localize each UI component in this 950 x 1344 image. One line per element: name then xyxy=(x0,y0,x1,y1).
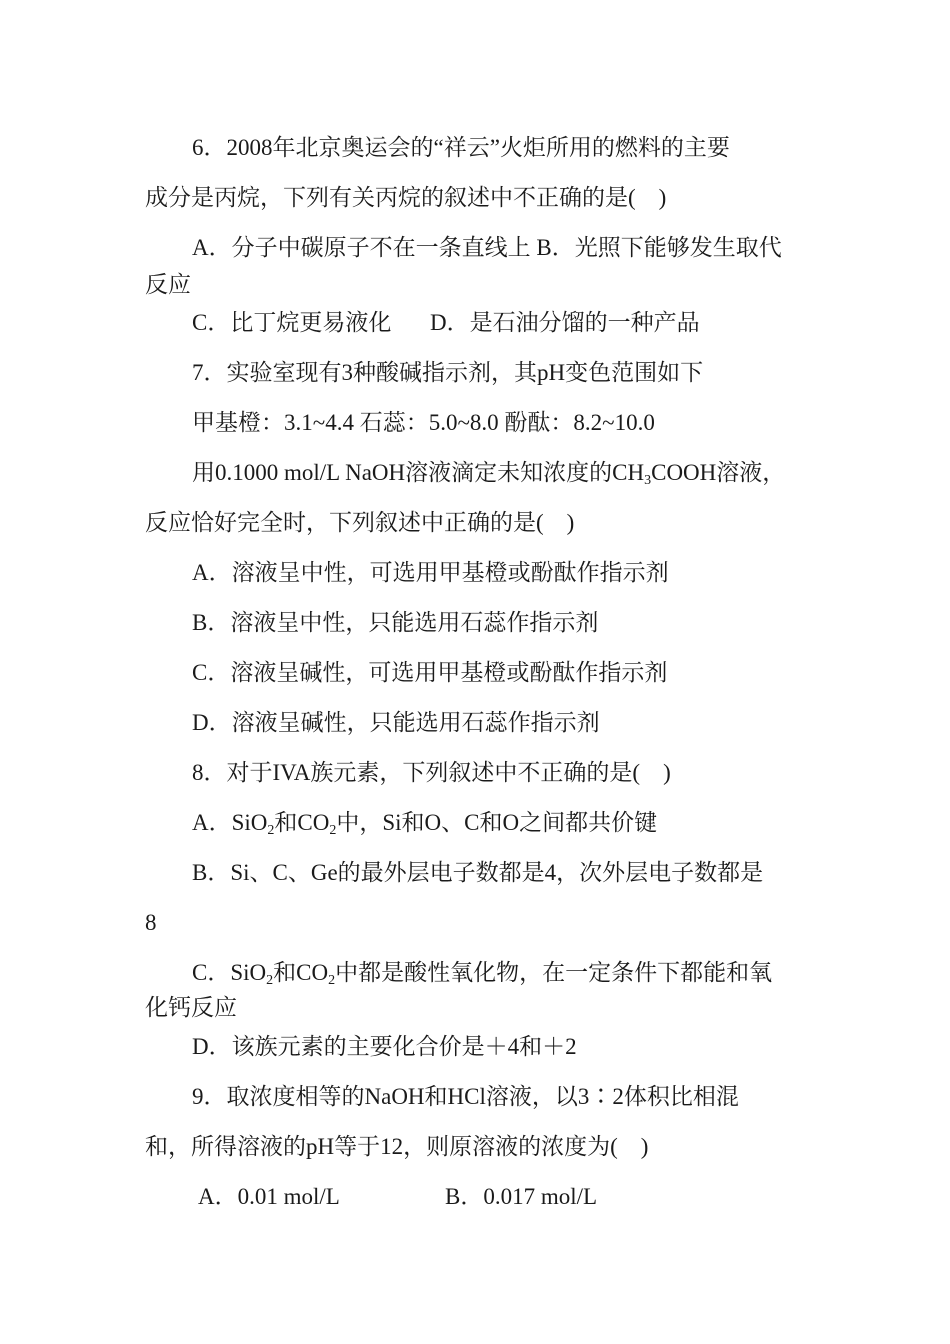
q6-option-ab-cont: 反应 xyxy=(145,272,191,297)
q6-option-d: D．是石油分馏的一种产品 xyxy=(430,310,700,335)
q8-option-c-cont: 化钙反应 xyxy=(145,995,237,1020)
q7-option-b: B．溶液呈中性，只能选用石蕊作指示剂 xyxy=(192,610,599,635)
q7-stem-line1: 7．实验室现有3种酸碱指示剂，其pH变色范围如下 xyxy=(192,360,704,385)
q8-option-b-cont: 8 xyxy=(145,910,157,935)
q7-stem-line3: 用0.1000 mol/L NaOH溶液滴定未知浓度的$CH_3COOH$溶液， xyxy=(192,460,786,488)
q9-stem-line1: 9．取浓度相等的NaOH和HCl溶液，以3∶2体积比相混 xyxy=(192,1084,739,1109)
q7-option-a: A．溶液呈中性，可选用甲基橙或酚酞作指示剂 xyxy=(192,560,669,585)
q8-option-a: A．SiO$_2$和$CO_2$中，Si和O、C和O之间都共价键 xyxy=(192,810,658,838)
q8-option-b: B．Si、C、Ge的最外层电子数都是4，次外层电子数都是 xyxy=(192,860,764,885)
q7-stem-line4: 反应恰好完全时，下列叙述中正确的是( ) xyxy=(145,510,575,535)
q6-option-ab: A．分子中碳原子不在一条直线上 B．光照下能够发生取代 xyxy=(192,235,782,260)
q8-stem: 8．对于IVA族元素，下列叙述中不正确的是( ) xyxy=(192,760,671,785)
q9-option-b: B．0.017 mol/L xyxy=(445,1184,598,1209)
q8-option-d: D．该族元素的主要化合价是＋4和＋2 xyxy=(192,1034,577,1059)
q8-option-c: C．SiO$_2$和$CO_2$中都是酸性氧化物，在一定条件下都能和氧 xyxy=(192,960,773,988)
q6-stem-line2: 成分是丙烷，下列有关丙烷的叙述中不正确的是( ) xyxy=(145,185,667,210)
q9-stem-line2: 和，所得溶液的pH等于12，则原溶液的浓度为( ) xyxy=(145,1134,649,1159)
q7-indicator-ranges: 甲基橙：3.1~4.4 石蕊：5.0~8.0 酚酞：8.2~10.0 xyxy=(192,410,655,435)
q6-option-c: C．比丁烷更易液化 xyxy=(192,310,392,335)
q6-stem-line1: 6．2008年北京奥运会的“祥云”火炬所用的燃料的主要 xyxy=(192,135,730,160)
q7-option-d: D．溶液呈碱性，只能选用石蕊作指示剂 xyxy=(192,710,600,735)
q9-option-a: A．0.01 mol/L xyxy=(198,1184,340,1209)
q7-option-c: C．溶液呈碱性，可选用甲基橙或酚酞作指示剂 xyxy=(192,660,668,685)
